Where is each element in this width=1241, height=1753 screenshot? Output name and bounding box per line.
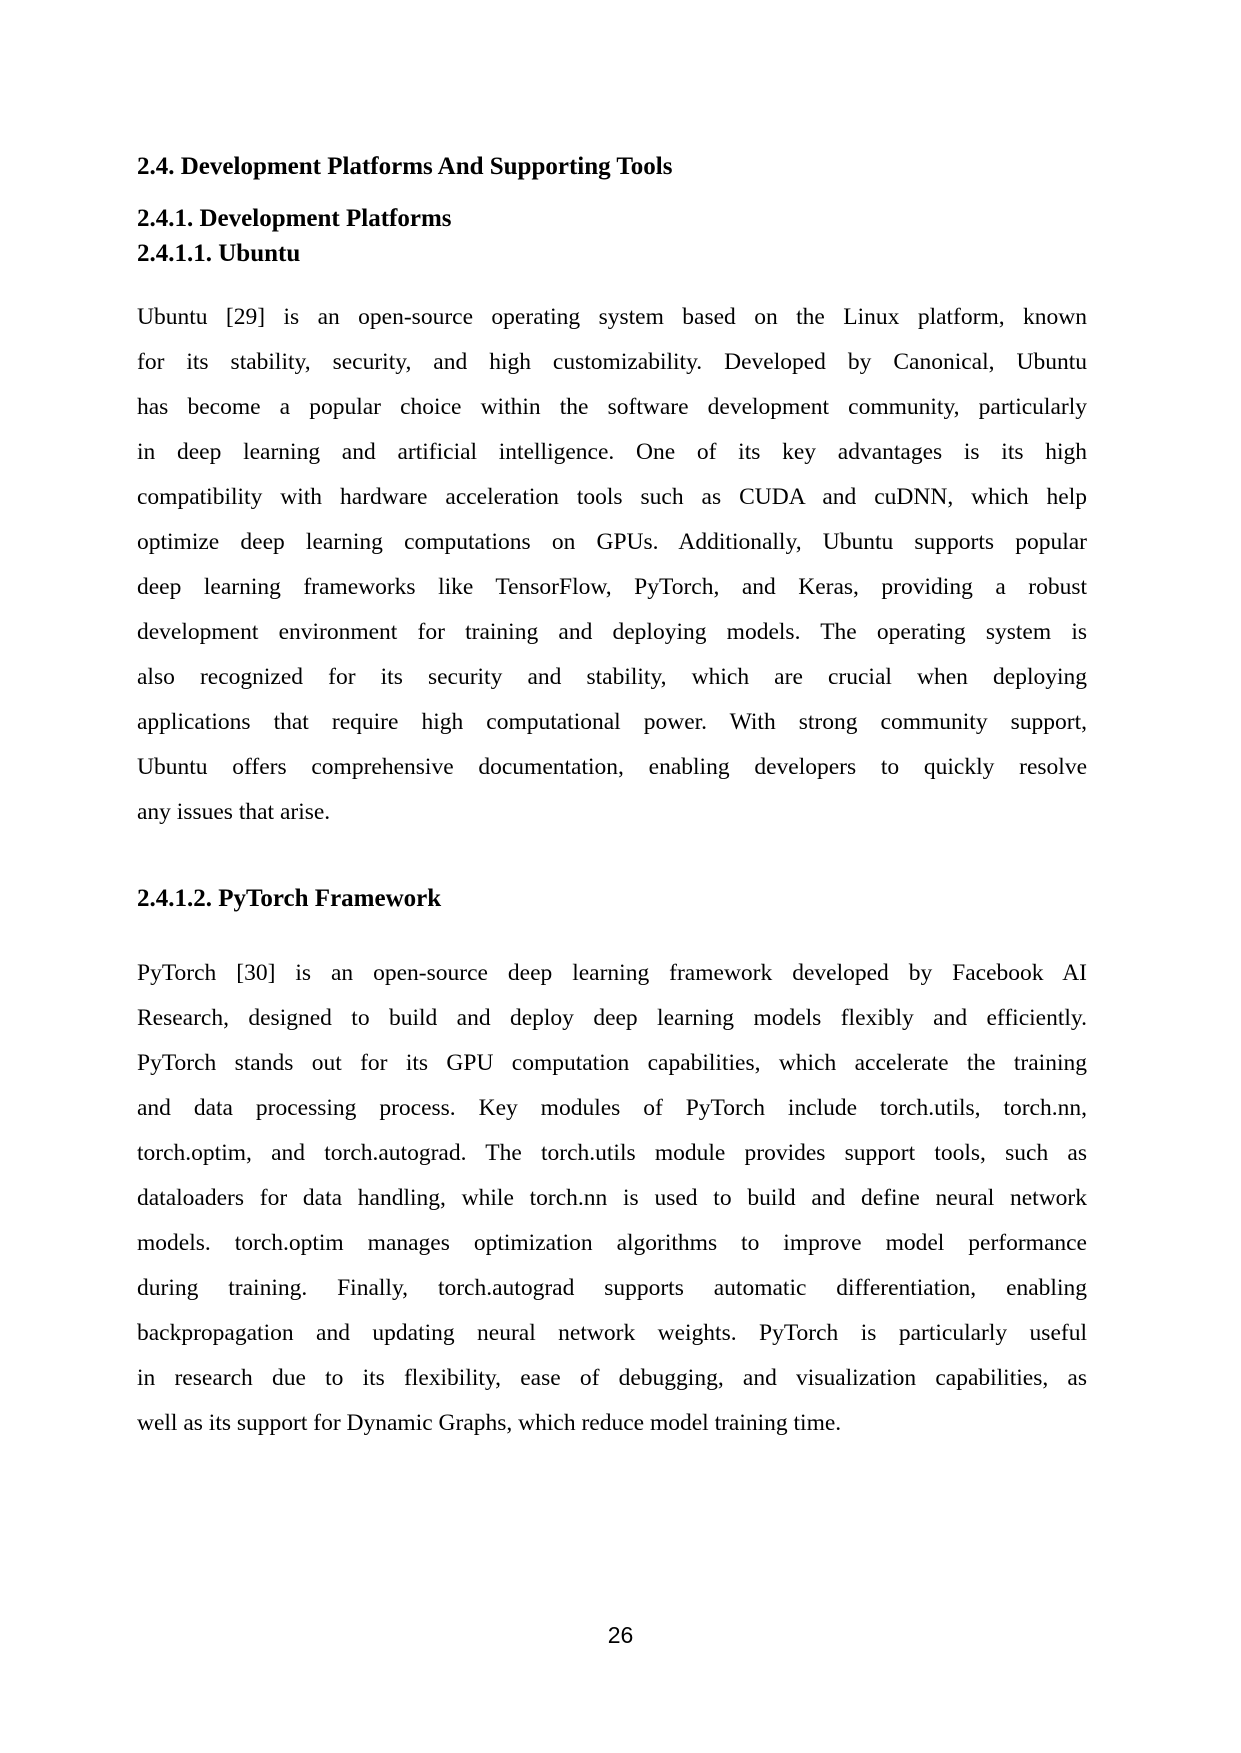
section-heading: 2.4. Development Platforms And Supporting Tools	[137, 153, 673, 180]
paragraph-line: PyTorch [30] is an open-source deep learning framework developed by Facebook AI	[137, 960, 1087, 986]
paragraph-line: any issues that arise.	[137, 799, 331, 825]
page-content	[137, 0, 1087, 1446]
paragraph-line: in research due to its flexibility, ease of debugging, and visualization capabilities, as	[137, 1365, 1087, 1391]
paragraph-line: has become a popular choice within the software development community, particularly	[137, 394, 1087, 420]
paragraph-line: deep learning frameworks like TensorFlow, PyTorch, and Keras, providing a robust	[137, 574, 1087, 600]
paragraph-line: dataloaders for data handling, while torch.nn is used to build and define neural network	[137, 1185, 1087, 1211]
paragraph-line: for its stability, security, and high customizability. Developed by Canonical, Ubuntu	[137, 349, 1087, 375]
subsection-heading: 2.4.1. Development Platforms	[137, 205, 452, 232]
paragraph-line: optimize deep learning computations on GPUs. Additionally, Ubuntu supports popular	[137, 529, 1087, 555]
paragraph-line: models. torch.optim manages optimization algorithms to improve model performance	[137, 1230, 1087, 1256]
paragraph-line: well as its support for Dynamic Graphs, which reduce model training time.	[137, 1410, 842, 1436]
paragraph-line: and data processing process. Key modules of PyTorch include torch.utils, torch.nn,	[137, 1095, 1087, 1121]
paragraph-line: backpropagation and updating neural network weights. PyTorch is particularly useful	[137, 1320, 1087, 1346]
paragraph-line: Ubuntu offers comprehensive documentation, enabling developers to quickly resolve	[137, 754, 1087, 780]
pytorch-paragraph	[137, 951, 1087, 1446]
paragraph-line: Research, designed to build and deploy deep learning models flexibly and efficiently.	[137, 1005, 1087, 1031]
paragraph-line: during training. Finally, torch.autograd supports automatic differentiation, enabling	[137, 1275, 1087, 1301]
ubuntu-paragraph	[137, 295, 1087, 835]
paragraph-line: Ubuntu [29] is an open-source operating system based on the Linux platform, known	[137, 304, 1087, 330]
page-number: 26	[607, 1622, 634, 1648]
paragraph-line: applications that require high computational power. With strong community support,	[137, 709, 1087, 735]
paragraph-line: PyTorch stands out for its GPU computation capabilities, which accelerate the training	[137, 1050, 1087, 1076]
paragraph-line: also recognized for its security and stability, which are crucial when deploying	[137, 664, 1087, 690]
pytorch-heading: 2.4.1.2. PyTorch Framework	[137, 885, 442, 912]
paragraph-line: compatibility with hardware acceleration tools such as CUDA and cuDNN, which help	[137, 484, 1087, 510]
paragraph-line: in deep learning and artificial intelligence. One of its key advantages is its high	[137, 439, 1087, 465]
ubuntu-heading: 2.4.1.1. Ubuntu	[137, 240, 301, 267]
paragraph-line: development environment for training and deploying models. The operating system is	[137, 619, 1087, 645]
paragraph-line: torch.optim, and torch.autograd. The torch.utils module provides support tools, such as	[137, 1140, 1087, 1166]
